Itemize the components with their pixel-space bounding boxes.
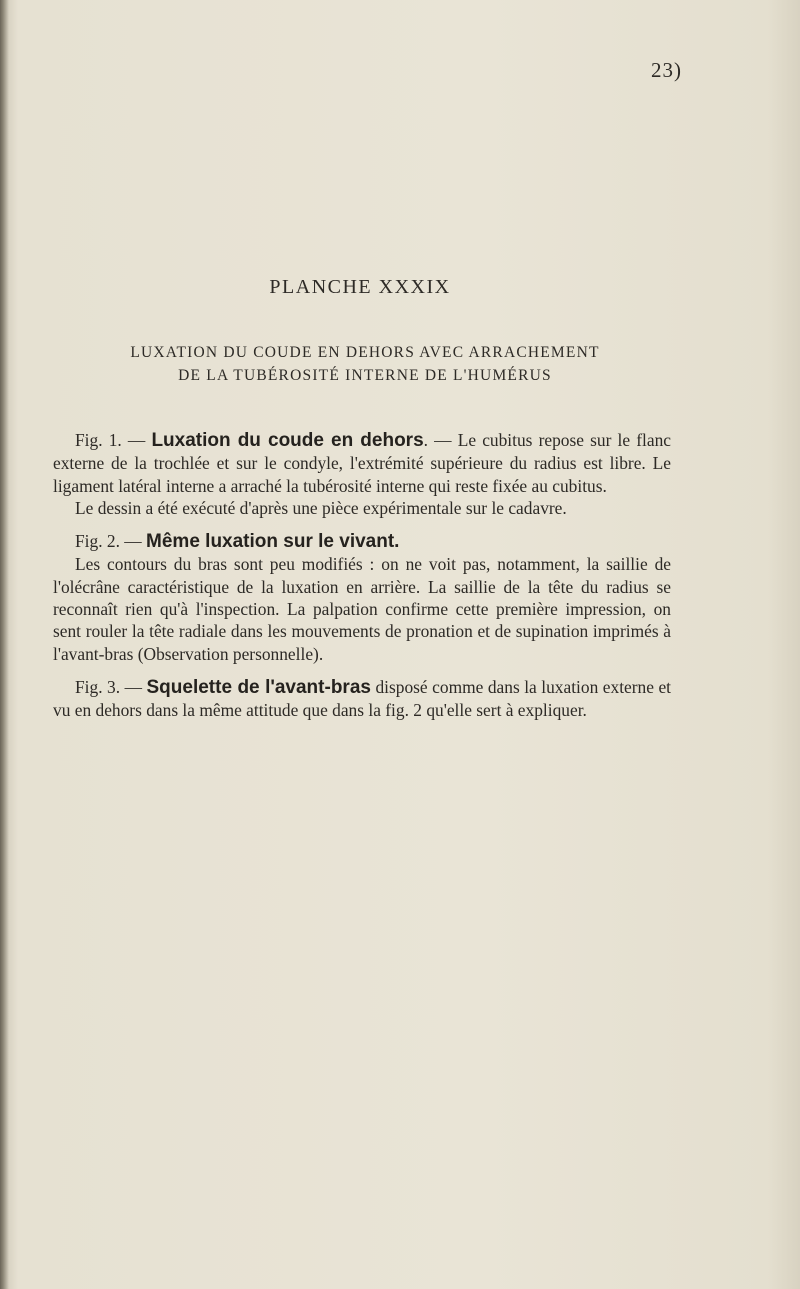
figure-2-title: Même luxation sur le vivant. (146, 531, 400, 553)
figure-1-label: Fig. 1. — (75, 430, 152, 450)
figure-2-caption (53, 530, 671, 553)
plate-subtitle-line-2: DE LA TUBÉROSITÉ INTERNE DE L'HUMÉRUS (178, 367, 552, 384)
figure-3-description: disposé comme dans la luxation externe et vu en dehors dans la même attitude que dans la fig. 2 qu'elle sert à expliquer. (53, 676, 672, 721)
figure-2-description: Les contours du bras sont peu modifiés : on ne voit pas, notamment, la saillie de l'olécrâne caractéristique de la luxation en arrière. La saillie de la tête du radius se reconnaît rien qu'à l'inspection. La palpation confirme cette première impression, on sent rouler la tête radiale dans les mouvements de pronation et de supination imprimés à l'avant-bras (Observation personnelle). (53, 554, 671, 664)
figure-1-note: Le dessin a été exécuté d'après une pièce expérimentale sur le cadavre. (75, 497, 567, 518)
plate-subtitle (90, 341, 640, 387)
figure-1-description: . — Le cubitus repose sur le flanc externe de la trochlée et sur le condyle, l'extrémité supérieure du radius est libre. Le ligament latéral interne a arraché la tubérosité interne qui reste fixée au cubitus. (53, 430, 672, 496)
figure-2-label: Fig. 2. — (75, 531, 147, 552)
figure-1-caption (53, 429, 671, 497)
figure-1-title: Luxation du coude en dehors (151, 430, 424, 451)
plate-title: PLANCHE XXXIX (269, 276, 451, 298)
figure-3-title: Squelette de l'avant-bras (146, 676, 371, 698)
plate-subtitle-line-1: LUXATION DU COUDE EN DEHORS AVEC ARRACHEMENT (130, 344, 600, 361)
page-number: 23) (651, 58, 682, 82)
figure-3-label: Fig. 3. — (75, 676, 147, 697)
figure-3-caption (53, 676, 671, 722)
figure-captions (53, 429, 671, 722)
